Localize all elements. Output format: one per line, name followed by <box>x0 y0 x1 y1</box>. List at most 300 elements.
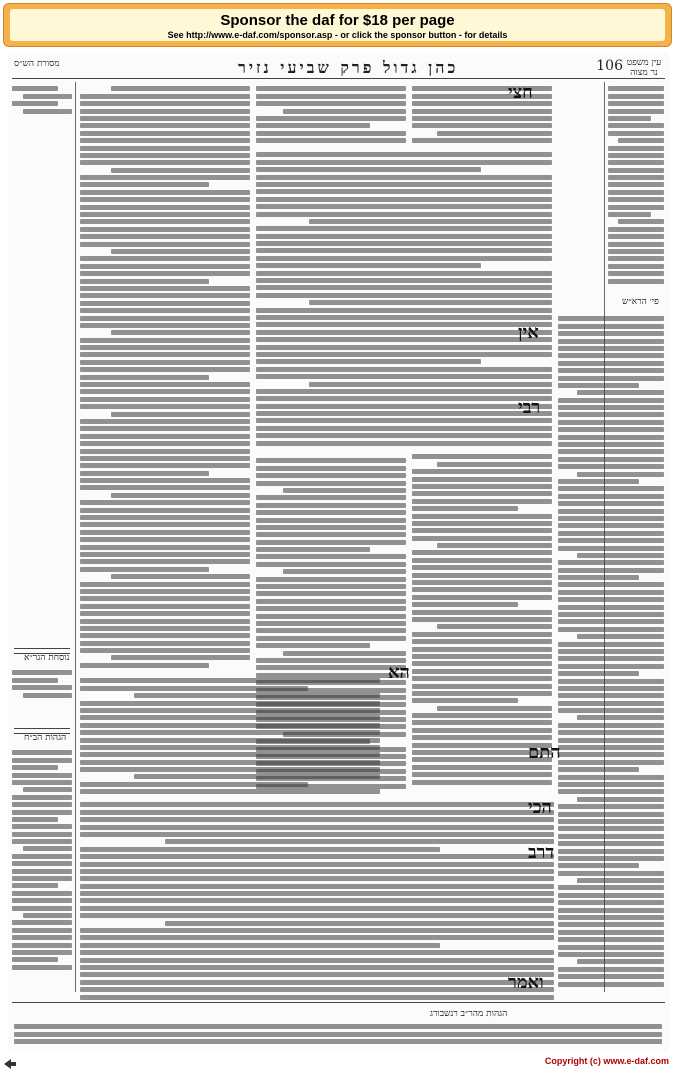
text-line <box>256 389 552 394</box>
text-line <box>80 686 308 691</box>
text-line <box>80 116 250 121</box>
text-line <box>80 648 250 653</box>
text-line <box>256 182 552 187</box>
text-line <box>558 538 664 543</box>
text-line <box>608 264 664 269</box>
text-line <box>558 804 664 809</box>
text-line <box>608 109 664 114</box>
text-line <box>80 965 554 970</box>
text-line <box>558 760 664 765</box>
text-line <box>608 182 664 187</box>
nuscha-text <box>12 668 72 718</box>
text-line <box>558 568 664 573</box>
text-line <box>80 131 250 136</box>
text-line <box>80 611 250 616</box>
text-line <box>577 634 664 639</box>
text-line <box>412 720 552 725</box>
sponsor-banner-inner[interactable] <box>10 9 665 41</box>
text-line <box>80 715 380 720</box>
text-line <box>437 131 552 136</box>
text-line <box>80 219 250 224</box>
text-line <box>608 234 664 239</box>
text-line <box>558 930 664 935</box>
text-line <box>80 190 250 195</box>
text-line <box>256 658 406 663</box>
text-line <box>80 723 380 728</box>
text-line <box>256 606 406 611</box>
text-line <box>80 802 554 807</box>
text-line <box>256 554 406 559</box>
text-line <box>256 584 406 589</box>
text-line <box>80 382 250 387</box>
text-line <box>608 256 664 261</box>
dibur-hamatchil: ואמר <box>508 972 544 993</box>
text-line <box>134 693 380 698</box>
text-line <box>80 980 554 985</box>
text-line <box>80 738 380 743</box>
text-line <box>111 574 250 579</box>
text-line <box>412 587 552 592</box>
text-line <box>80 101 250 106</box>
text-line <box>608 242 664 247</box>
text-line <box>80 308 250 313</box>
rosh-label: פי׳ הרא״ש <box>622 297 659 307</box>
text-line <box>577 715 664 720</box>
gemara-text <box>256 150 552 450</box>
text-line <box>256 167 481 172</box>
text-line <box>283 569 406 574</box>
text-line <box>256 495 406 500</box>
text-line <box>412 728 552 733</box>
text-line <box>256 503 406 508</box>
text-line <box>608 205 664 210</box>
text-line <box>80 604 250 609</box>
text-line <box>256 189 552 194</box>
text-line <box>80 663 209 668</box>
text-line <box>80 256 250 261</box>
text-line <box>558 494 664 499</box>
text-line <box>80 626 250 631</box>
text-line <box>80 485 250 490</box>
text-line <box>80 641 250 646</box>
text-line <box>80 500 250 505</box>
text-line <box>437 462 552 467</box>
text-line <box>577 390 664 395</box>
text-line <box>558 509 664 514</box>
text-line <box>165 839 554 844</box>
text-line <box>558 885 664 890</box>
text-line <box>80 508 250 513</box>
text-line <box>80 441 250 446</box>
ein-mishpat-notes <box>608 84 664 284</box>
text-line <box>80 227 250 232</box>
text-line <box>558 368 664 373</box>
text-line <box>256 525 406 530</box>
text-line <box>558 693 664 698</box>
text-line <box>558 575 639 580</box>
text-line <box>80 582 250 587</box>
text-line <box>558 856 664 861</box>
text-line <box>558 701 664 706</box>
text-line <box>412 506 518 511</box>
text-line <box>80 913 554 918</box>
text-line <box>309 300 552 305</box>
text-line <box>256 636 406 641</box>
text-line <box>608 153 664 158</box>
text-line <box>558 627 664 632</box>
text-line <box>437 543 552 548</box>
text-line <box>256 101 406 106</box>
text-line <box>111 493 250 498</box>
text-line <box>558 767 639 772</box>
text-line <box>80 123 250 128</box>
text-line <box>412 669 552 674</box>
text-line <box>608 131 664 136</box>
text-line <box>80 876 554 881</box>
text-line <box>412 521 552 526</box>
masoret-hashas-label: מסורת הש״ס <box>14 59 60 69</box>
text-line <box>256 116 406 121</box>
text-line <box>558 449 664 454</box>
text-line <box>558 412 664 417</box>
nuscha-label: נוסחת הגר״א <box>24 653 70 663</box>
text-line <box>80 862 554 867</box>
text-line <box>111 249 250 254</box>
text-line <box>80 847 440 852</box>
text-line <box>412 499 552 504</box>
text-line <box>80 426 250 431</box>
text-line <box>558 331 664 336</box>
text-line <box>283 488 406 493</box>
text-line <box>80 234 250 239</box>
text-line <box>412 138 552 143</box>
text-line <box>256 547 370 552</box>
text-line <box>80 678 380 683</box>
text-line <box>412 116 552 121</box>
text-line <box>80 891 554 896</box>
text-line <box>412 684 552 689</box>
text-line <box>412 550 552 555</box>
text-line <box>80 530 250 535</box>
text-line <box>558 863 639 868</box>
text-line <box>558 376 664 381</box>
text-line <box>256 160 552 165</box>
text-line <box>558 937 664 942</box>
bottom-notes <box>14 1022 662 1048</box>
text-line <box>80 545 250 550</box>
text-line <box>80 567 209 572</box>
text-line <box>256 599 406 604</box>
text-line <box>80 375 209 380</box>
copyright-notice[interactable]: Copyright (c) www.e-daf.com <box>544 1056 669 1066</box>
text-line <box>608 197 664 202</box>
text-line <box>558 834 664 839</box>
text-line <box>80 995 554 1000</box>
text-line <box>256 86 406 91</box>
text-line <box>412 595 552 600</box>
text-line <box>412 735 552 740</box>
ein-mishpat-label: עין משפט נר מצוה <box>626 58 662 78</box>
text-line <box>80 767 380 772</box>
text-line <box>558 974 664 979</box>
text-line <box>256 94 406 99</box>
text-line <box>256 322 552 327</box>
text-line <box>80 730 380 735</box>
text-line <box>558 967 664 972</box>
text-line <box>256 152 552 157</box>
text-line <box>80 463 250 468</box>
text-line <box>309 219 552 224</box>
text-line <box>80 286 250 291</box>
text-line <box>558 789 664 794</box>
text-line <box>80 515 250 520</box>
page-number: 106 <box>596 58 623 74</box>
dibur-hamatchil: הא <box>388 662 410 683</box>
text-line <box>608 101 664 106</box>
text-line <box>412 610 552 615</box>
text-line <box>256 510 406 515</box>
text-line <box>558 738 664 743</box>
text-line <box>80 825 554 830</box>
text-line <box>256 278 552 283</box>
text-line <box>80 323 250 328</box>
text-line <box>256 234 552 239</box>
text-line <box>80 928 554 933</box>
text-line <box>558 900 664 905</box>
text-line <box>577 553 664 558</box>
text-line <box>558 361 664 366</box>
text-line <box>256 337 552 342</box>
text-line <box>577 472 664 477</box>
text-line <box>256 204 552 209</box>
text-line <box>80 943 440 948</box>
text-line <box>80 701 380 706</box>
text-line <box>558 849 664 854</box>
text-line <box>558 582 664 587</box>
text-line <box>558 427 664 432</box>
text-line <box>577 797 664 802</box>
text-line <box>165 921 554 926</box>
text-line <box>558 597 664 602</box>
text-line <box>309 382 552 387</box>
text-line <box>558 656 664 661</box>
text-line <box>256 293 552 298</box>
text-line <box>256 643 370 648</box>
text-line <box>558 435 664 440</box>
text-line <box>80 434 250 439</box>
text-line <box>111 330 250 335</box>
text-line <box>134 774 380 779</box>
text-line <box>80 619 250 624</box>
text-line <box>558 952 664 957</box>
text-line <box>412 528 552 533</box>
column-rule <box>75 82 76 992</box>
sponsor-title[interactable]: Sponsor the daf for $18 per page <box>220 12 455 29</box>
text-line <box>558 642 664 647</box>
sponsor-button[interactable] <box>3 1055 17 1067</box>
text-line <box>558 915 664 920</box>
text-line <box>80 264 250 269</box>
text-line <box>558 826 664 831</box>
text-line <box>618 138 664 143</box>
talmud-page <box>8 52 669 1052</box>
text-line <box>558 922 664 927</box>
text-line <box>80 752 380 757</box>
text-line <box>256 426 552 431</box>
sponsor-subtitle[interactable]: See http://www.e-daf.com/sponsor.asp - or click the sponsor button - for details <box>167 30 508 40</box>
text-line <box>80 832 554 837</box>
text-line <box>558 619 664 624</box>
text-line <box>80 389 250 394</box>
text-line <box>256 345 552 350</box>
text-line <box>558 782 664 787</box>
header-rule <box>12 78 665 79</box>
commentary-bottom <box>80 800 554 1000</box>
text-line <box>80 175 250 180</box>
text-line <box>558 531 664 536</box>
text-line <box>256 441 552 446</box>
text-line <box>256 352 552 357</box>
text-line <box>558 464 664 469</box>
text-line <box>412 514 552 519</box>
text-line <box>256 271 552 276</box>
text-line <box>412 617 552 622</box>
text-line <box>14 1032 662 1037</box>
text-line <box>80 242 250 247</box>
text-line <box>412 654 552 659</box>
text-line <box>80 950 554 955</box>
text-line <box>80 338 250 343</box>
text-line <box>256 540 406 545</box>
text-line <box>558 664 664 669</box>
text-line <box>412 661 552 666</box>
text-line <box>256 518 406 523</box>
text-line <box>80 301 250 306</box>
text-line <box>80 817 554 822</box>
text-line <box>80 138 250 143</box>
text-line <box>256 481 406 486</box>
text-line <box>577 878 664 883</box>
text-line <box>558 398 664 403</box>
text-line <box>111 168 250 173</box>
text-line <box>608 271 664 276</box>
text-line <box>80 197 250 202</box>
dibur-hamatchil: רבי <box>518 397 541 418</box>
text-line <box>558 819 664 824</box>
text-line <box>412 109 552 114</box>
text-line <box>80 958 554 963</box>
text-line <box>256 308 552 313</box>
dibur-hamatchil: דרב <box>528 842 555 863</box>
text-line <box>608 146 664 151</box>
arrow-icon[interactable] <box>3 1058 17 1070</box>
text-line <box>412 602 518 607</box>
text-line <box>437 706 552 711</box>
text-line <box>412 123 552 128</box>
text-line <box>80 633 250 638</box>
hagahot-text <box>12 748 72 988</box>
text-line <box>558 945 664 950</box>
hagahot-label: הגהות הב״ח <box>24 733 67 743</box>
text-line <box>256 256 552 261</box>
text-line <box>412 647 552 652</box>
text-line <box>256 591 406 596</box>
text-line <box>256 175 552 180</box>
text-line <box>80 397 250 402</box>
text-line <box>618 219 664 224</box>
text-line <box>111 655 250 660</box>
text-line <box>558 442 664 447</box>
footer-rule <box>12 1002 665 1003</box>
text-line <box>558 486 664 491</box>
text-line <box>256 330 552 335</box>
dibur-hamatchil: אין <box>518 322 539 343</box>
text-line <box>608 249 664 254</box>
text-line <box>412 484 552 489</box>
text-line <box>412 772 552 777</box>
text-line <box>80 789 380 794</box>
text-line <box>558 316 664 321</box>
dibur-hamatchil: הכי <box>528 797 552 818</box>
text-line <box>558 649 664 654</box>
text-line <box>256 131 406 136</box>
text-line <box>80 760 380 765</box>
text-line <box>608 86 664 91</box>
text-line <box>558 982 664 987</box>
text-line <box>256 665 406 670</box>
text-line <box>80 316 250 321</box>
text-line <box>256 532 406 537</box>
text-line <box>256 248 552 253</box>
rashi-column <box>412 452 552 792</box>
text-line <box>80 537 250 542</box>
text-line <box>608 190 664 195</box>
tosafot-column <box>80 84 250 672</box>
ornament <box>14 728 70 734</box>
text-line <box>80 559 250 564</box>
text-line <box>80 153 250 158</box>
text-line <box>80 279 209 284</box>
text-line <box>80 522 250 527</box>
text-line <box>412 454 552 459</box>
text-line <box>256 418 552 423</box>
text-line <box>558 612 664 617</box>
text-line <box>412 765 552 770</box>
text-line <box>608 123 664 128</box>
text-line <box>558 590 664 595</box>
text-line <box>80 419 250 424</box>
sponsor-banner[interactable] <box>3 3 672 47</box>
text-line <box>80 596 250 601</box>
dibur-hamatchil: חצי <box>508 82 533 103</box>
text-line <box>14 1039 662 1044</box>
text-line <box>412 691 552 696</box>
text-line <box>412 780 552 785</box>
text-line <box>437 624 552 629</box>
text-line <box>558 324 664 329</box>
text-line <box>111 86 250 91</box>
text-line <box>558 671 639 676</box>
text-line <box>80 745 380 750</box>
text-line <box>608 279 664 284</box>
text-line <box>256 367 552 372</box>
text-line <box>558 353 664 358</box>
text-line <box>256 396 552 401</box>
text-line <box>608 168 664 173</box>
text-line <box>256 433 552 438</box>
text-line <box>558 686 664 691</box>
text-line <box>577 959 664 964</box>
